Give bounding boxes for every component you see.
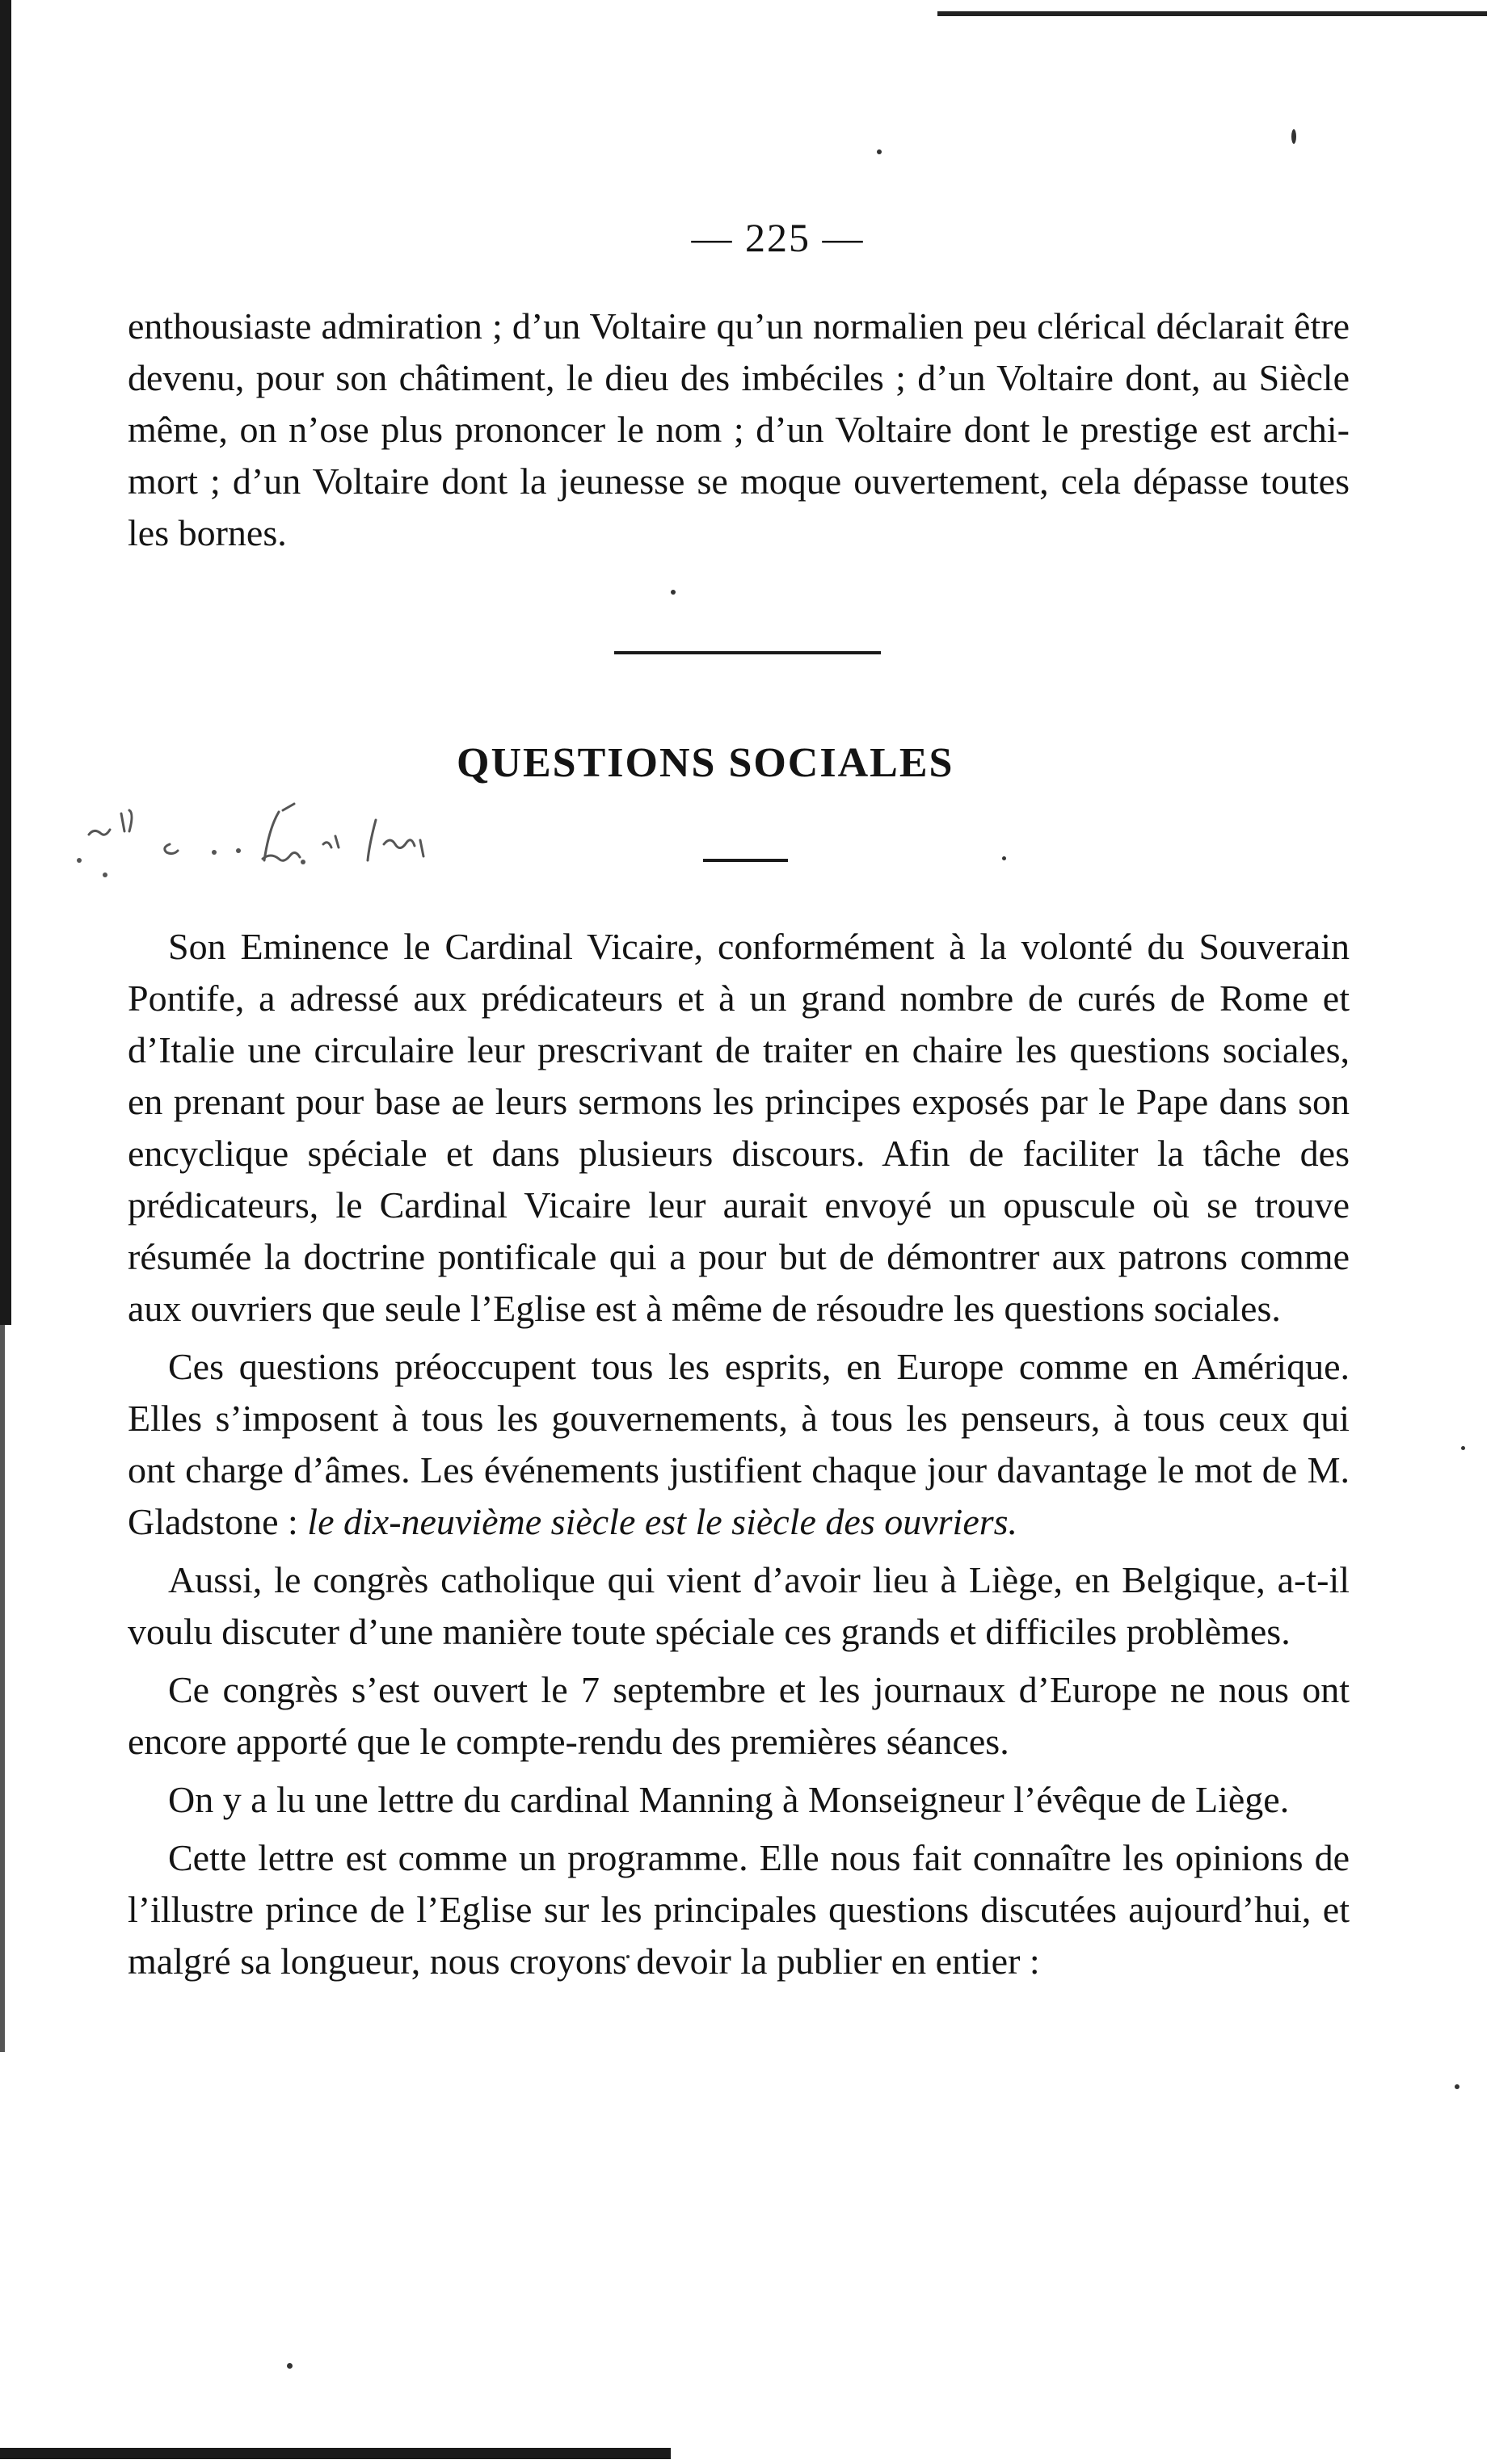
continued-paragraph: enthousiaste admiration ; d’un Voltaire qu’un normalien peu clérical déclarait être devenu, pour son châtiment, le dieu des imbéciles ; d’un Voltaire dont, au Siècle même, on n’ose plus prononcer le nom ; d’un Voltaire dont le prestige est archi-mort ; d’un Voltaire dont la jeunesse se moque ouvertement, cela dépasse toutes les bornes. [128,305,1350,553]
paragraph-lettre-manning: On y a lu une lettre du cardinal Manning à Monseigneur l’évêque de Liège. [168,1779,1290,1820]
scan-speck [1455,2084,1459,2089]
paragraph-cardinal-vicaire: Son Eminence le Cardinal Vicaire, conformément à la volonté du Souverain Pontife, a adressé aux prédicateurs et à un grand nombre de curés de Rome et d’Italie une circulaire leur prescrivant de traiter en chaire les questions sociales, en prenant pour base ae leurs sermons les principes exposés par le Pape dans son encyclique spéciale et dans plusieurs discours. Afin de faciliter la tâche des prédicateurs, le Cardinal Vicaire leur aurait envoyé un opuscule où se trouve résumée la doctrine pontificale qui a pour but de démontrer aux patrons comme aux ouvriers que seule l’Eglise est à même de résoudre les questions sociales. [128,926,1350,1329]
section-title: QUESTIONS SOCIALES [457,740,954,786]
scan-speck [1002,856,1006,860]
scan-speck [671,590,676,595]
title-dash [703,859,788,862]
scan-speck [877,149,882,154]
paragraph-congres-ouvert: Ce congrès s’est ouvert le 7 septembre et les journaux d’Europe ne nous ont encore apporté que le compte-rendu des premières séances. [128,1669,1350,1762]
section-separator [614,651,881,654]
scan-speck [1461,1446,1465,1450]
paragraph-questions [128,1341,1350,1548]
scan-edge-shadow-lower [0,1325,5,2052]
paragraph-questions-text: Ces questions préoccupent tous les esprits, en Europe comme en Amérique. Elles s’imposent à tous les gouvernements, à tous les penseurs, à tous ceux qui ont charge d’âmes. Les événements justifient chaque jour davantage le mot de M. Gladstone : [128,1346,1350,1542]
scan-edge-shadow [0,0,11,1325]
page-number: — 225 — [691,215,865,260]
scan-bottom-rule [0,2448,671,2459]
paragraph-programme: Cette lettre est comme un programme. Elle nous fait connaître les opinions de l’illustre prince de l’Eglise sur les principales questions discutées aujourd’hui, et malgré sa longueur, nous croyons devoir la publier en entier : [128,1837,1350,1982]
scan-speck [1291,129,1296,144]
scan-speck [287,2363,293,2369]
gladstone-quote: le dix-neuvième siècle est le siècle des ouvriers. [307,1501,1018,1542]
scan-top-rule [937,11,1487,16]
article-body [128,921,1350,1994]
continued-paragraph-block [128,301,1350,559]
handwritten-annotation [73,796,638,885]
paragraph-congres-liege: Aussi, le congrès catholique qui vient d’avoir lieu à Liège, en Belgique, a-t-il voulu discuter d’une manière toute spéciale ces grands et difficiles problèmes. [128,1559,1350,1652]
